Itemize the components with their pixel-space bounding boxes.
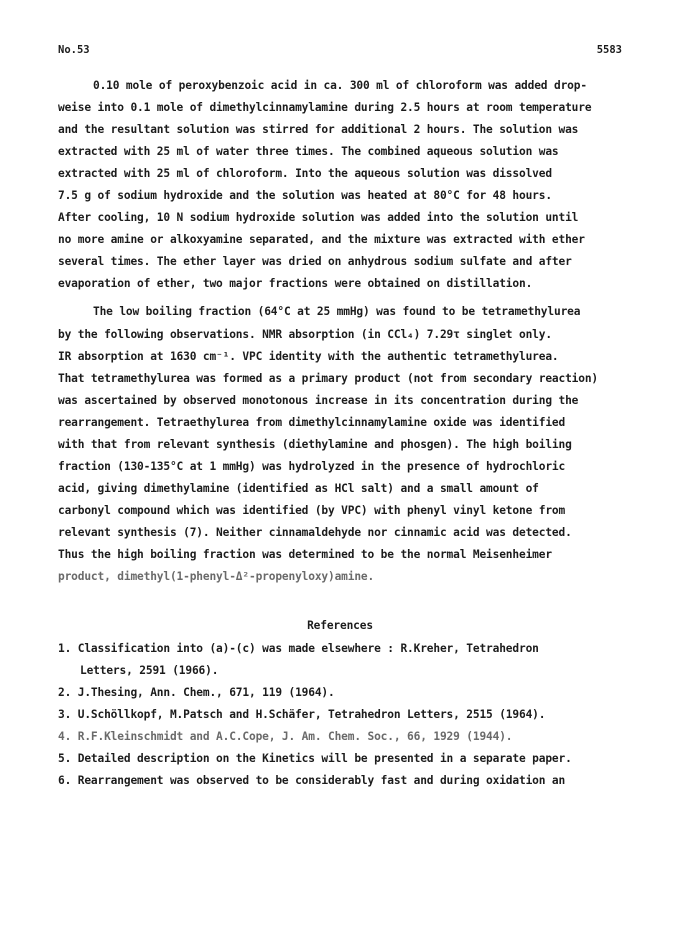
- reference-item: 1. Classification into (a)-(c) was made elsewhere : R.Kreher, Tetrahedron: [58, 642, 539, 655]
- text-line: evaporation of ether, two major fractions were obtained on distillation.: [58, 277, 533, 290]
- text-line: product, dimethyl(1-phenyl-Δ²-propenyloxy)amine.: [58, 570, 375, 583]
- reference-item: 3. U.Schöllkopf, M.Patsch and H.Schäfer, Tetrahedron Letters, 2515 (1964).: [58, 708, 546, 721]
- text-line: Thus the high boiling fraction was determined to be the normal Meisenheimer: [58, 548, 552, 561]
- text-line: by the following observations. NMR absorption (in CCl₄) 7.29τ singlet only.: [58, 328, 552, 341]
- reference-item: 6. Rearrangement was observed to be considerably fast and during oxidation an: [58, 774, 566, 787]
- text-line: 0.10 mole of peroxybenzoic acid in ca. 300 ml of chloroform was added drop-: [93, 79, 587, 92]
- text-line: extracted with 25 ml of water three times. The combined aqueous solution was: [58, 145, 559, 158]
- references-heading: References: [307, 619, 373, 632]
- text-line: The low boiling fraction (64°C at 25 mmHg) was found to be tetramethylurea: [93, 305, 581, 318]
- text-line: After cooling, 10 N sodium hydroxide solution was added into the solution until: [58, 211, 579, 224]
- text-line: no more amine or alkoxyamine separated, and the mixture was extracted with ether: [58, 233, 585, 246]
- text-line: extracted with 25 ml of chloroform. Into the aqueous solution was dissolved: [58, 167, 552, 180]
- text-line: rearrangement. Tetraethylurea from dimethylcinnamylamine oxide was identified: [58, 416, 566, 429]
- reference-item: 2. J.Thesing, Ann. Chem., 671, 119 (1964).: [58, 686, 335, 699]
- text-line: acid, giving dimethylamine (identified as HCl salt) and a small amount of: [58, 482, 539, 495]
- text-line: 7.5 g of sodium hydroxide and the solution was heated at 80°C for 48 hours.: [58, 189, 552, 202]
- reference-item: 5. Detailed description on the Kinetics will be presented in a separate paper.: [58, 752, 572, 765]
- text-line: weise into 0.1 mole of dimethylcinnamylamine during 2.5 hours at room temperature: [58, 101, 592, 114]
- journal-issue: No.53: [58, 44, 90, 56]
- text-line: several times. The ether layer was dried on anhydrous sodium sulfate and after: [58, 255, 572, 268]
- reference-item: 4. R.F.Kleinschmidt and A.C.Cope, J. Am. Chem. Soc., 66, 1929 (1944).: [58, 730, 513, 743]
- text-line: That tetramethylurea was formed as a primary product (not from secondary reaction): [58, 372, 599, 385]
- text-line: IR absorption at 1630 cm⁻¹. VPC identity with the authentic tetramethylurea.: [58, 350, 559, 363]
- page-number: 5583: [596, 44, 622, 56]
- text-line: fraction (130-135°C at 1 mmHg) was hydrolyzed in the presence of hydrochloric: [58, 460, 566, 473]
- reference-item: Letters, 2591 (1966).: [80, 664, 219, 677]
- text-line: and the resultant solution was stirred for additional 2 hours. The solution was: [58, 123, 579, 136]
- text-line: was ascertained by observed monotonous increase in its concentration during the: [58, 394, 579, 407]
- text-line: with that from relevant synthesis (diethylamine and phosgen). The high boiling: [58, 438, 572, 451]
- text-line: relevant synthesis (7). Neither cinnamaldehyde nor cinnamic acid was detected.: [58, 526, 572, 539]
- text-line: carbonyl compound which was identified (by VPC) with phenyl vinyl ketone from: [58, 504, 566, 517]
